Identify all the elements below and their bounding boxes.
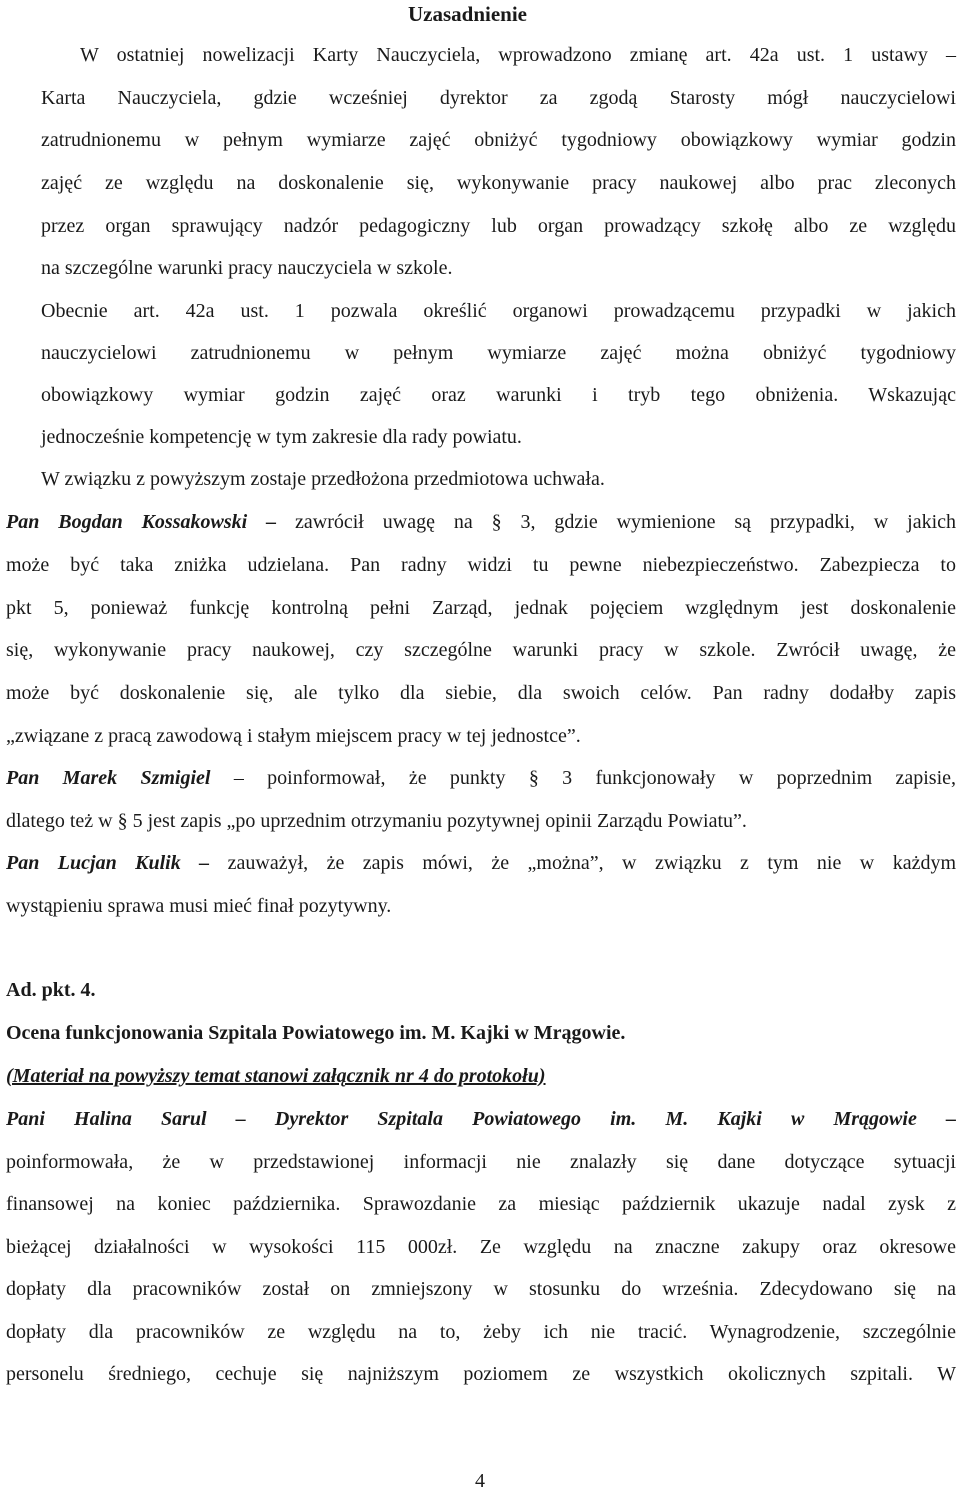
intro-line-9: obowiązkowy wymiar godzin zajęć oraz warunki i tryb tego obniżenia. Wskazując xyxy=(41,384,956,406)
sarul-line-6: personelu średniego, cechuje się najniższym poziomem ze wszystkich okolicznych szpitali. W xyxy=(6,1363,956,1385)
intro-line-10: jednocześnie kompetencję w tym zakresie dla rady powiatu. xyxy=(41,426,522,448)
intro-line-7: Obecnie art. 42a ust. 1 pozwala określić organowi prowadzącemu przypadki w jakich xyxy=(41,300,956,322)
kossakowski-line-5: może być doskonalenie się, ale tylko dla siebie, dla swoich celów. Pan radny dodałby zapis xyxy=(6,682,956,704)
attachment-note: (Materiał na powyższy temat stanowi załącznik nr 4 do protokołu) xyxy=(6,1065,546,1087)
intro-line-2: Karta Nauczyciela, gdzie wcześniej dyrektor za zgodą Starosty mógł nauczycielowi xyxy=(41,87,956,109)
sarul-line-3: bieżącej działalności w wysokości 115 000zł. Ze względu na znaczne zakupy oraz okresowe xyxy=(6,1236,956,1258)
szmigiel-line-1 xyxy=(6,764,956,792)
sarul-line-2: finansowej na koniec października. Sprawozdanie za miesiąc październik ukazuje nadal zysk z xyxy=(6,1193,956,1215)
kossakowski-line-6: „związane z pracą zawodową i stałym miejscem pracy w tej jednostce”. xyxy=(6,725,581,747)
szmigiel-line-2: dlatego też w § 5 jest zapis „po uprzednim otrzymaniu pozytywnej opinii Zarządu Powiatu”. xyxy=(6,810,747,832)
intro-line-4: zajęć ze względu na doskonalenie się, wykonywanie pracy naukowej albo prac zleconych xyxy=(41,172,956,194)
kossakowski-line-1 xyxy=(6,508,956,536)
kulik-text: zauważył, że zapis mówi, że „można”, w związku z tym nie w każdym xyxy=(227,852,957,874)
kulik-line-1 xyxy=(6,849,956,877)
document-heading: Uzasadnienie xyxy=(408,2,528,26)
kossakowski-line-2: może być taka zniżka udzielana. Pan radny widzi tu pewne niebezpieczeństwo. Zabezpiecza to xyxy=(6,554,956,576)
kossakowski-line-3: pkt 5, ponieważ funkcję kontrolną pełni Zarząd, jednak pojęciem względnym jest doskonalenie xyxy=(6,597,956,619)
page-number: 4 xyxy=(475,1470,485,1492)
intro-line-5: przez organ sprawujący nadzór pedagogiczny lub organ prowadzący szkołę albo ze względu xyxy=(41,215,956,237)
sarul-speaker: Pani Halina Sarul – Dyrektor Szpitala Powiatowego im. M. Kajki w Mrągowie – xyxy=(6,1108,956,1130)
intro-line-1: W ostatniej nowelizacji Karty Nauczyciela, wprowadzono zmianę art. 42a ust. 1 ustawy – xyxy=(80,44,956,66)
kossakowski-line-4: się, wykonywanie pracy naukowej, czy szczególne warunki pracy w szkole. Zwrócił uwagę, że xyxy=(6,639,956,661)
sarul-line-4: dopłaty dla pracowników został on zmniejszony w stosunku do września. Zdecydowano się na xyxy=(6,1278,956,1300)
intro-line-6: na szczególne warunki pracy nauczyciela w szkole. xyxy=(41,257,453,279)
intro-line-11: W związku z powyższym zostaje przedłożona przedmiotowa uchwała. xyxy=(41,468,605,490)
speaker-name: Pan Lucjan Kulik – xyxy=(6,852,210,874)
speaker-name: Pan Bogdan Kossakowski – xyxy=(6,511,277,533)
speaker-name: Pan Marek Szmigiel xyxy=(6,767,211,789)
kulik-line-2: wystąpieniu sprawa musi mieć finał pozytywny. xyxy=(6,895,392,917)
agenda-point-number: Ad. pkt. 4. xyxy=(6,979,96,1001)
intro-line-8: nauczycielowi zatrudnionemu w pełnym wymiarze zajęć można obniżyć tygodniowy xyxy=(41,342,956,364)
szmigiel-text: – poinformował, że punkty § 3 funkcjonowały w poprzednim zapisie, xyxy=(233,767,956,789)
agenda-point-title: Ocena funkcjonowania Szpitala Powiatowego im. M. Kajki w Mrągowie. xyxy=(6,1022,626,1044)
intro-line-3: zatrudnionemu w pełnym wymiarze zajęć obniżyć tygodniowy obowiązkowy wymiar godzin xyxy=(41,129,956,151)
kossakowski-text: zawrócił uwagę na § 3, gdzie wymienione są przypadki, w jakich xyxy=(295,511,957,533)
sarul-line-5: dopłaty dla pracowników ze względu na to, żeby ich nie tracić. Wynagrodzenie, szczególnie xyxy=(6,1321,956,1343)
sarul-line-1: poinformowała, że w przedstawionej informacji nie znalazły się dane dotyczące sytuacji xyxy=(6,1151,956,1173)
